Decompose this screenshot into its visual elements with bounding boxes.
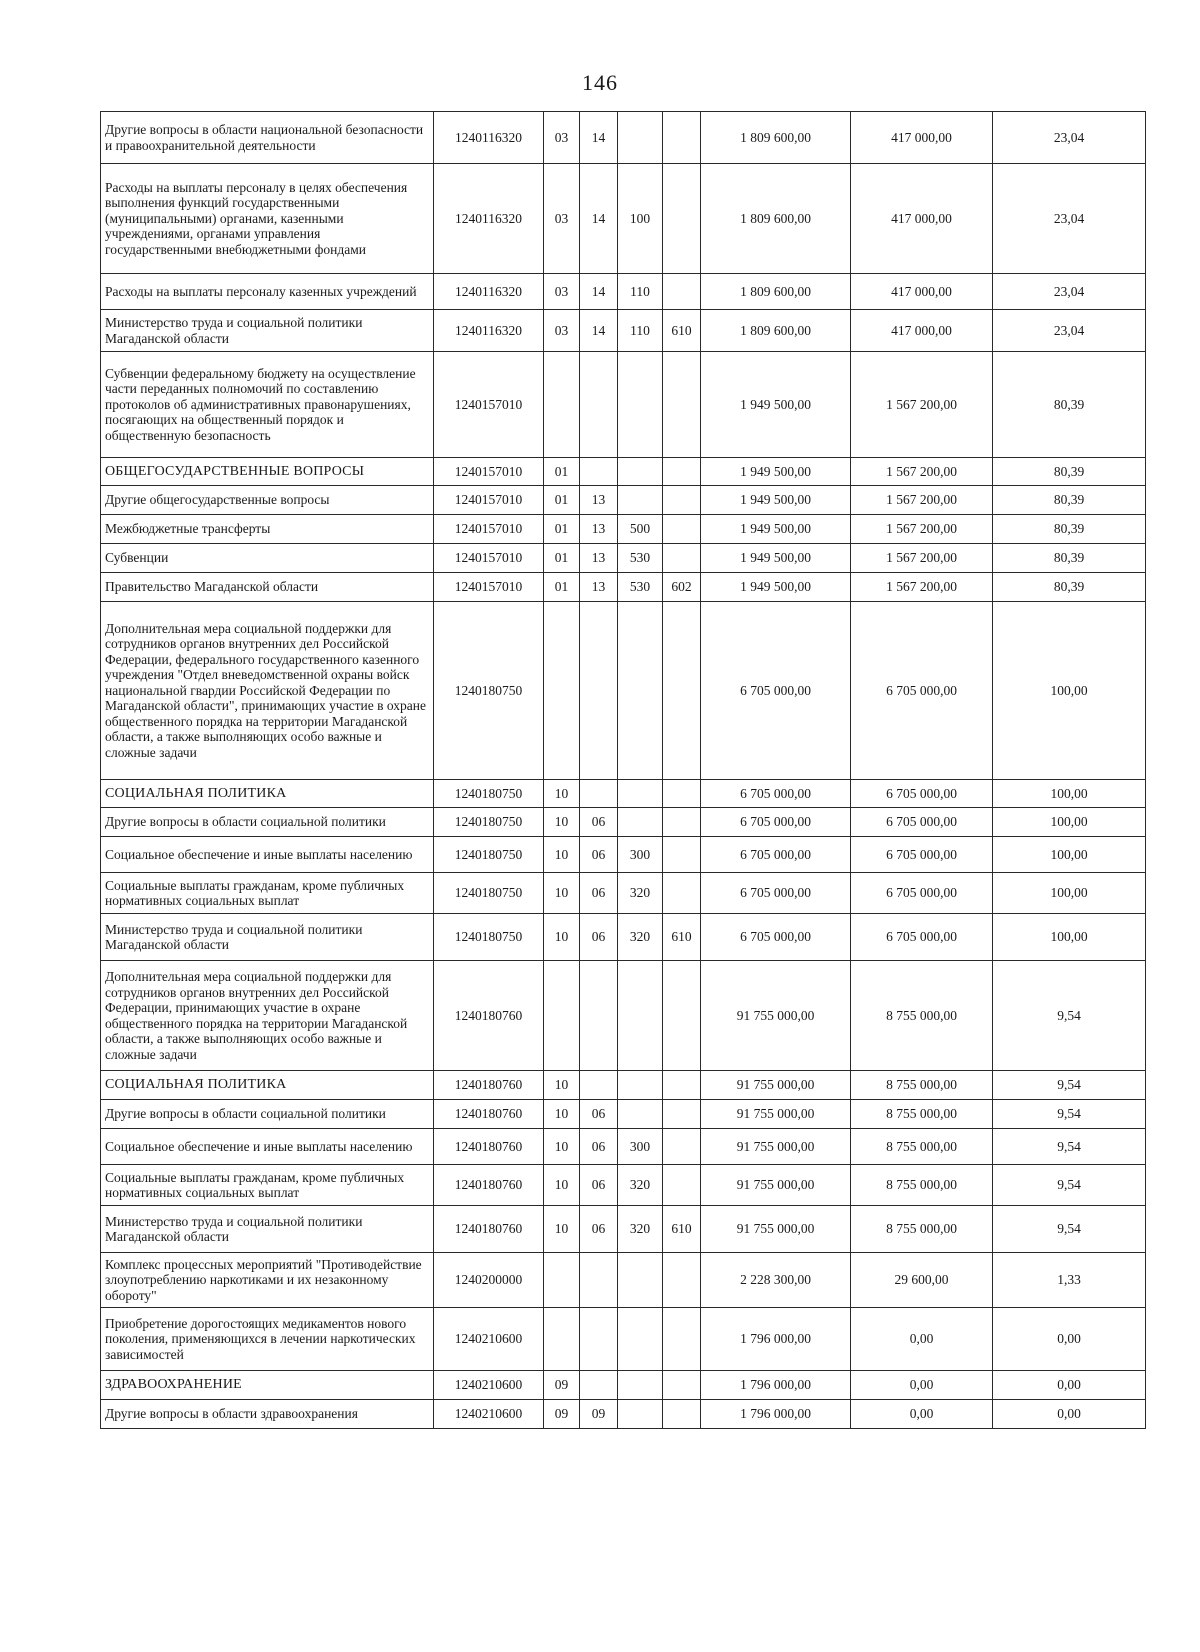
target-code-cell: 1240180750: [434, 808, 544, 837]
subsection-code-cell: 06: [580, 1129, 618, 1165]
actual-amount-cell: 8 755 000,00: [851, 1206, 993, 1253]
execution-percent-cell: 23,04: [993, 274, 1146, 310]
table-row: [101, 837, 1146, 873]
item-name-cell: Дополнительная мера социальной поддержки для сотрудников органов внутренних дел Российской Федерации, принимающих участие в охране общественного порядка на территории Магаданской области, а также выполняющих особо важные и сложные задачи: [101, 961, 434, 1071]
actual-amount-cell: 6 705 000,00: [851, 873, 993, 914]
item-name-cell: Министерство труда и социальной политики Магаданской области: [101, 1206, 434, 1253]
execution-percent-cell: 9,54: [993, 1100, 1146, 1129]
table-row: [101, 1400, 1146, 1429]
subsection-code-cell: [580, 780, 618, 808]
execution-percent-cell: 80,39: [993, 352, 1146, 458]
expense-type-code-cell: 500: [618, 515, 663, 544]
target-code-cell: 1240180750: [434, 780, 544, 808]
admin-code-cell: [663, 873, 701, 914]
planned-amount-cell: 1 796 000,00: [701, 1308, 851, 1371]
planned-amount-cell: 1 949 500,00: [701, 544, 851, 573]
expense-type-code-cell: [618, 1400, 663, 1429]
table-row: [101, 573, 1146, 602]
section-code-cell: 09: [544, 1371, 580, 1400]
actual-amount-cell: 6 705 000,00: [851, 780, 993, 808]
admin-code-cell: [663, 1071, 701, 1100]
planned-amount-cell: 6 705 000,00: [701, 602, 851, 780]
actual-amount-cell: 417 000,00: [851, 112, 993, 164]
expense-type-code-cell: [618, 780, 663, 808]
item-name-cell: Социальные выплаты гражданам, кроме публичных нормативных социальных выплат: [101, 873, 434, 914]
target-code-cell: 1240200000: [434, 1253, 544, 1308]
admin-code-cell: [663, 1100, 701, 1129]
execution-percent-cell: 80,39: [993, 573, 1146, 602]
subsection-code-cell: [580, 352, 618, 458]
execution-percent-cell: 0,00: [993, 1308, 1146, 1371]
execution-percent-cell: 1,33: [993, 1253, 1146, 1308]
admin-code-cell: [663, 780, 701, 808]
table-row: [101, 112, 1146, 164]
execution-percent-cell: 9,54: [993, 1206, 1146, 1253]
table-row: [101, 164, 1146, 274]
budget-table: [100, 111, 1146, 1429]
actual-amount-cell: 417 000,00: [851, 310, 993, 352]
admin-code-cell: [663, 544, 701, 573]
admin-code-cell: [663, 164, 701, 274]
actual-amount-cell: 29 600,00: [851, 1253, 993, 1308]
table-row: [101, 780, 1146, 808]
expense-type-code-cell: [618, 1100, 663, 1129]
subsection-code-cell: 06: [580, 914, 618, 961]
subsection-code-cell: [580, 1308, 618, 1371]
execution-percent-cell: 23,04: [993, 112, 1146, 164]
admin-code-cell: [663, 1129, 701, 1165]
planned-amount-cell: 1 949 500,00: [701, 458, 851, 486]
execution-percent-cell: 80,39: [993, 486, 1146, 515]
expense-type-code-cell: [618, 1253, 663, 1308]
execution-percent-cell: 23,04: [993, 310, 1146, 352]
expense-type-code-cell: 300: [618, 1129, 663, 1165]
target-code-cell: 1240180750: [434, 914, 544, 961]
section-code-cell: [544, 1308, 580, 1371]
section-code-cell: 10: [544, 914, 580, 961]
expense-type-code-cell: [618, 486, 663, 515]
section-code-cell: 01: [544, 573, 580, 602]
table-row: [101, 1206, 1146, 1253]
table-row: [101, 602, 1146, 780]
actual-amount-cell: 8 755 000,00: [851, 1071, 993, 1100]
item-name-cell: ЗДРАВООХРАНЕНИЕ: [101, 1371, 434, 1400]
target-code-cell: 1240116320: [434, 274, 544, 310]
admin-code-cell: [663, 1165, 701, 1206]
item-name-cell: Межбюджетные трансферты: [101, 515, 434, 544]
target-code-cell: 1240180760: [434, 1071, 544, 1100]
target-code-cell: 1240157010: [434, 486, 544, 515]
execution-percent-cell: 100,00: [993, 837, 1146, 873]
planned-amount-cell: 6 705 000,00: [701, 914, 851, 961]
actual-amount-cell: 1 567 200,00: [851, 544, 993, 573]
expense-type-code-cell: 100: [618, 164, 663, 274]
item-name-cell: Социальные выплаты гражданам, кроме публичных нормативных социальных выплат: [101, 1165, 434, 1206]
subsection-code-cell: 09: [580, 1400, 618, 1429]
section-code-cell: 03: [544, 310, 580, 352]
item-name-cell: СОЦИАЛЬНАЯ ПОЛИТИКА: [101, 1071, 434, 1100]
execution-percent-cell: 23,04: [993, 164, 1146, 274]
target-code-cell: 1240157010: [434, 544, 544, 573]
admin-code-cell: [663, 515, 701, 544]
admin-code-cell: [663, 961, 701, 1071]
expense-type-code-cell: [618, 961, 663, 1071]
expense-type-code-cell: 320: [618, 1206, 663, 1253]
expense-type-code-cell: 530: [618, 544, 663, 573]
table-row: [101, 961, 1146, 1071]
item-name-cell: ОБЩЕГОСУДАРСТВЕННЫЕ ВОПРОСЫ: [101, 458, 434, 486]
subsection-code-cell: [580, 961, 618, 1071]
target-code-cell: 1240157010: [434, 352, 544, 458]
section-code-cell: 10: [544, 1206, 580, 1253]
target-code-cell: 1240116320: [434, 112, 544, 164]
subsection-code-cell: 13: [580, 486, 618, 515]
actual-amount-cell: 6 705 000,00: [851, 914, 993, 961]
admin-code-cell: 610: [663, 1206, 701, 1253]
execution-percent-cell: 80,39: [993, 544, 1146, 573]
table-row: [101, 1165, 1146, 1206]
expense-type-code-cell: [618, 352, 663, 458]
planned-amount-cell: 91 755 000,00: [701, 1165, 851, 1206]
item-name-cell: Другие вопросы в области социальной политики: [101, 1100, 434, 1129]
expense-type-code-cell: [618, 1071, 663, 1100]
actual-amount-cell: 0,00: [851, 1371, 993, 1400]
actual-amount-cell: 6 705 000,00: [851, 837, 993, 873]
target-code-cell: 1240157010: [434, 515, 544, 544]
table-row: [101, 274, 1146, 310]
admin-code-cell: 610: [663, 310, 701, 352]
planned-amount-cell: 1 796 000,00: [701, 1371, 851, 1400]
subsection-code-cell: 06: [580, 873, 618, 914]
target-code-cell: 1240210600: [434, 1400, 544, 1429]
admin-code-cell: [663, 274, 701, 310]
planned-amount-cell: 1 809 600,00: [701, 310, 851, 352]
planned-amount-cell: 91 755 000,00: [701, 1100, 851, 1129]
expense-type-code-cell: 110: [618, 310, 663, 352]
table-row: [101, 1071, 1146, 1100]
execution-percent-cell: 9,54: [993, 1129, 1146, 1165]
expense-type-code-cell: 320: [618, 1165, 663, 1206]
subsection-code-cell: 14: [580, 274, 618, 310]
actual-amount-cell: 0,00: [851, 1400, 993, 1429]
table-row: [101, 310, 1146, 352]
subsection-code-cell: 13: [580, 515, 618, 544]
section-code-cell: 01: [544, 544, 580, 573]
actual-amount-cell: 1 567 200,00: [851, 352, 993, 458]
planned-amount-cell: 1 949 500,00: [701, 352, 851, 458]
table-row: [101, 1308, 1146, 1371]
table-row: [101, 352, 1146, 458]
subsection-code-cell: [580, 1071, 618, 1100]
target-code-cell: 1240210600: [434, 1308, 544, 1371]
expense-type-code-cell: [618, 808, 663, 837]
section-code-cell: 03: [544, 112, 580, 164]
planned-amount-cell: 91 755 000,00: [701, 1129, 851, 1165]
target-code-cell: 1240180750: [434, 602, 544, 780]
subsection-code-cell: 13: [580, 573, 618, 602]
target-code-cell: 1240116320: [434, 310, 544, 352]
item-name-cell: Правительство Магаданской области: [101, 573, 434, 602]
section-code-cell: 03: [544, 274, 580, 310]
target-code-cell: 1240180760: [434, 1165, 544, 1206]
target-code-cell: 1240180760: [434, 961, 544, 1071]
table-row: [101, 1100, 1146, 1129]
section-code-cell: 10: [544, 1071, 580, 1100]
table-row: [101, 1253, 1146, 1308]
execution-percent-cell: 9,54: [993, 961, 1146, 1071]
expense-type-code-cell: 320: [618, 914, 663, 961]
admin-code-cell: 610: [663, 914, 701, 961]
actual-amount-cell: 1 567 200,00: [851, 515, 993, 544]
planned-amount-cell: 1 796 000,00: [701, 1400, 851, 1429]
execution-percent-cell: 0,00: [993, 1371, 1146, 1400]
execution-percent-cell: 9,54: [993, 1165, 1146, 1206]
planned-amount-cell: 6 705 000,00: [701, 873, 851, 914]
actual-amount-cell: 417 000,00: [851, 164, 993, 274]
subsection-code-cell: 06: [580, 1100, 618, 1129]
table-row: [101, 1129, 1146, 1165]
admin-code-cell: [663, 602, 701, 780]
section-code-cell: [544, 961, 580, 1071]
section-code-cell: 01: [544, 458, 580, 486]
item-name-cell: Министерство труда и социальной политики Магаданской области: [101, 914, 434, 961]
planned-amount-cell: 1 949 500,00: [701, 573, 851, 602]
item-name-cell: Расходы на выплаты персоналу в целях обеспечения выполнения функций государственными (муниципальными) органами, казенными учреждениями, органами управления государственными внебюджетными фондами: [101, 164, 434, 274]
admin-code-cell: [663, 1253, 701, 1308]
execution-percent-cell: 100,00: [993, 914, 1146, 961]
actual-amount-cell: 8 755 000,00: [851, 961, 993, 1071]
execution-percent-cell: 0,00: [993, 1400, 1146, 1429]
section-code-cell: 10: [544, 780, 580, 808]
expense-type-code-cell: 300: [618, 837, 663, 873]
planned-amount-cell: 1 949 500,00: [701, 486, 851, 515]
planned-amount-cell: 2 228 300,00: [701, 1253, 851, 1308]
target-code-cell: 1240180760: [434, 1206, 544, 1253]
admin-code-cell: [663, 1371, 701, 1400]
planned-amount-cell: 1 809 600,00: [701, 112, 851, 164]
admin-code-cell: [663, 486, 701, 515]
subsection-code-cell: 06: [580, 837, 618, 873]
table-row: [101, 458, 1146, 486]
actual-amount-cell: 8 755 000,00: [851, 1100, 993, 1129]
subsection-code-cell: 14: [580, 112, 618, 164]
target-code-cell: 1240116320: [434, 164, 544, 274]
admin-code-cell: [663, 1400, 701, 1429]
actual-amount-cell: 6 705 000,00: [851, 808, 993, 837]
actual-amount-cell: 1 567 200,00: [851, 458, 993, 486]
subsection-code-cell: 14: [580, 164, 618, 274]
actual-amount-cell: 417 000,00: [851, 274, 993, 310]
section-code-cell: [544, 602, 580, 780]
planned-amount-cell: 1 809 600,00: [701, 274, 851, 310]
expense-type-code-cell: [618, 112, 663, 164]
planned-amount-cell: 91 755 000,00: [701, 961, 851, 1071]
execution-percent-cell: 80,39: [993, 515, 1146, 544]
item-name-cell: Другие общегосударственные вопросы: [101, 486, 434, 515]
planned-amount-cell: 6 705 000,00: [701, 837, 851, 873]
section-code-cell: 10: [544, 1100, 580, 1129]
section-code-cell: [544, 352, 580, 458]
section-code-cell: 01: [544, 486, 580, 515]
table-row: [101, 1371, 1146, 1400]
item-name-cell: Дополнительная мера социальной поддержки для сотрудников органов внутренних дел Российской Федерации, федерального государственного казенного учреждения "Отдел вневедомственной охраны войск национальной гвардии Российской Федерации по Магаданской области", принимающих участие в охране общественного порядка на территории Магаданской области, а также выполняющих особо важные и сложные задачи: [101, 602, 434, 780]
item-name-cell: Другие вопросы в области здравоохранения: [101, 1400, 434, 1429]
target-code-cell: 1240180750: [434, 873, 544, 914]
actual-amount-cell: 1 567 200,00: [851, 573, 993, 602]
table-row: [101, 873, 1146, 914]
execution-percent-cell: 100,00: [993, 602, 1146, 780]
expense-type-code-cell: [618, 602, 663, 780]
table-row: [101, 486, 1146, 515]
section-code-cell: [544, 1253, 580, 1308]
actual-amount-cell: 6 705 000,00: [851, 602, 993, 780]
planned-amount-cell: 91 755 000,00: [701, 1071, 851, 1100]
admin-code-cell: [663, 458, 701, 486]
item-name-cell: СОЦИАЛЬНАЯ ПОЛИТИКА: [101, 780, 434, 808]
section-code-cell: 10: [544, 837, 580, 873]
execution-percent-cell: 100,00: [993, 808, 1146, 837]
section-code-cell: 10: [544, 808, 580, 837]
section-code-cell: 03: [544, 164, 580, 274]
subsection-code-cell: 14: [580, 310, 618, 352]
section-code-cell: 10: [544, 873, 580, 914]
execution-percent-cell: 100,00: [993, 873, 1146, 914]
admin-code-cell: [663, 1308, 701, 1371]
subsection-code-cell: [580, 1371, 618, 1400]
admin-code-cell: [663, 808, 701, 837]
target-code-cell: 1240180760: [434, 1100, 544, 1129]
execution-percent-cell: 9,54: [993, 1071, 1146, 1100]
admin-code-cell: 602: [663, 573, 701, 602]
item-name-cell: Расходы на выплаты персоналу казенных учреждений: [101, 274, 434, 310]
actual-amount-cell: 8 755 000,00: [851, 1165, 993, 1206]
expense-type-code-cell: 320: [618, 873, 663, 914]
execution-percent-cell: 100,00: [993, 780, 1146, 808]
actual-amount-cell: 8 755 000,00: [851, 1129, 993, 1165]
admin-code-cell: [663, 352, 701, 458]
item-name-cell: Социальное обеспечение и иные выплаты населению: [101, 837, 434, 873]
item-name-cell: Комплекс процессных мероприятий "Противодействие злоупотреблению наркотиками и их незаконному обороту": [101, 1253, 434, 1308]
target-code-cell: 1240180750: [434, 837, 544, 873]
planned-amount-cell: 1 809 600,00: [701, 164, 851, 274]
planned-amount-cell: 6 705 000,00: [701, 808, 851, 837]
item-name-cell: Социальное обеспечение и иные выплаты населению: [101, 1129, 434, 1165]
actual-amount-cell: 0,00: [851, 1308, 993, 1371]
subsection-code-cell: [580, 1253, 618, 1308]
subsection-code-cell: 06: [580, 1206, 618, 1253]
subsection-code-cell: [580, 458, 618, 486]
section-code-cell: 10: [544, 1165, 580, 1206]
table-row: [101, 808, 1146, 837]
expense-type-code-cell: 530: [618, 573, 663, 602]
table-row: [101, 515, 1146, 544]
subsection-code-cell: 06: [580, 808, 618, 837]
expense-type-code-cell: [618, 1371, 663, 1400]
item-name-cell: Субвенции федеральному бюджету на осуществление части переданных полномочий по составлению протоколов об административных правонарушениях, посягающих на общественный порядок и общественную безопасность: [101, 352, 434, 458]
subsection-code-cell: 13: [580, 544, 618, 573]
planned-amount-cell: 1 949 500,00: [701, 515, 851, 544]
planned-amount-cell: 91 755 000,00: [701, 1206, 851, 1253]
item-name-cell: Другие вопросы в области национальной безопасности и правоохранительной деятельности: [101, 112, 434, 164]
actual-amount-cell: 1 567 200,00: [851, 486, 993, 515]
subsection-code-cell: [580, 602, 618, 780]
page-number: 146: [582, 70, 618, 95]
section-code-cell: 09: [544, 1400, 580, 1429]
target-code-cell: 1240157010: [434, 573, 544, 602]
expense-type-code-cell: [618, 1308, 663, 1371]
section-code-cell: 01: [544, 515, 580, 544]
planned-amount-cell: 6 705 000,00: [701, 780, 851, 808]
expense-type-code-cell: [618, 458, 663, 486]
item-name-cell: Министерство труда и социальной политики Магаданской области: [101, 310, 434, 352]
item-name-cell: Приобретение дорогостоящих медикаментов нового поколения, применяющихся в лечении наркотических зависимостей: [101, 1308, 434, 1371]
admin-code-cell: [663, 112, 701, 164]
table-row: [101, 914, 1146, 961]
target-code-cell: 1240210600: [434, 1371, 544, 1400]
item-name-cell: Субвенции: [101, 544, 434, 573]
admin-code-cell: [663, 837, 701, 873]
target-code-cell: 1240157010: [434, 458, 544, 486]
target-code-cell: 1240180760: [434, 1129, 544, 1165]
execution-percent-cell: 80,39: [993, 458, 1146, 486]
expense-type-code-cell: 110: [618, 274, 663, 310]
item-name-cell: Другие вопросы в области социальной политики: [101, 808, 434, 837]
section-code-cell: 10: [544, 1129, 580, 1165]
table-row: [101, 544, 1146, 573]
table-body: [101, 112, 1146, 1429]
subsection-code-cell: 06: [580, 1165, 618, 1206]
